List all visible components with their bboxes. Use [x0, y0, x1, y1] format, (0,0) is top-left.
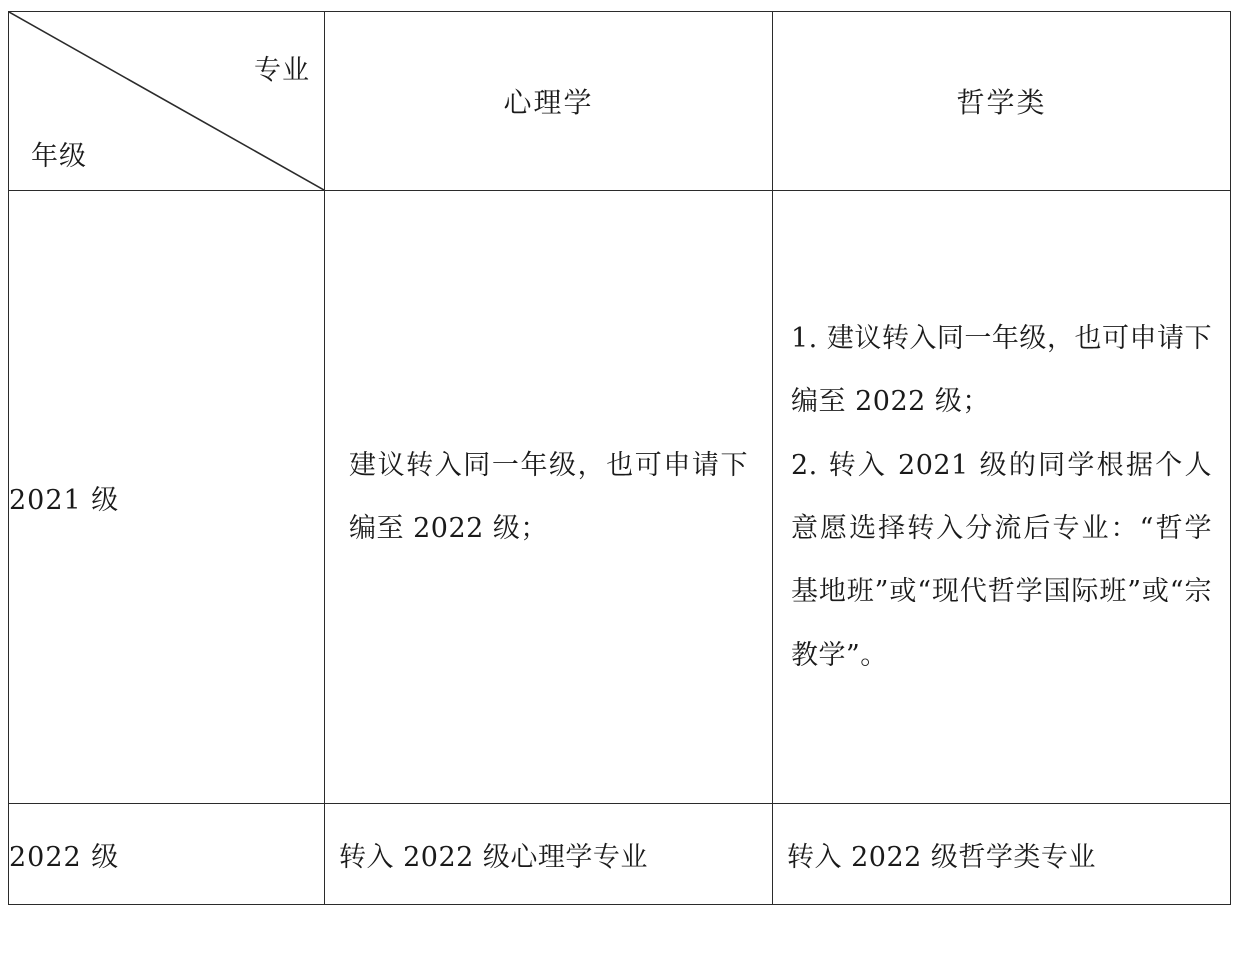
table-row	[9, 804, 1231, 905]
cell-text: 建议转入同一年级，也可申请下编至 2022 级；	[349, 449, 748, 544]
cell-text-block	[773, 307, 1230, 688]
cell-text: 转入 2022 级心理学专业	[339, 841, 648, 873]
philosophy-item-1: 1. 建议转入同一年级，也可申请下编至 2022 级；	[791, 322, 1212, 418]
cell-2021-philosophy	[773, 191, 1231, 804]
table-row	[9, 191, 1231, 804]
corner-label-major: 专业	[254, 55, 310, 86]
philosophy-item-2: 2. 转入 2021 级的同学根据个人意愿选择转入分流后专业：“哲学基地班”或“现代哲学国际班”或“宗教学”。	[791, 449, 1212, 671]
major-transfer-table	[8, 11, 1231, 905]
cell-text: 转入 2022 级哲学类专业	[787, 841, 1096, 873]
cell-2021-psychology	[325, 191, 773, 804]
table-header-row	[9, 12, 1231, 191]
column-header-philosophy: 哲学类	[773, 12, 1231, 191]
cell-2022-philosophy	[773, 804, 1231, 905]
document-page	[0, 11, 1248, 954]
column-header-psychology: 心理学	[325, 12, 773, 191]
row-grade-2022: 2022 级	[9, 804, 325, 905]
row-grade-2021: 2021 级	[9, 191, 325, 804]
cell-2022-psychology	[325, 804, 773, 905]
corner-label-grade: 年级	[31, 141, 87, 172]
corner-header-cell	[9, 12, 325, 191]
